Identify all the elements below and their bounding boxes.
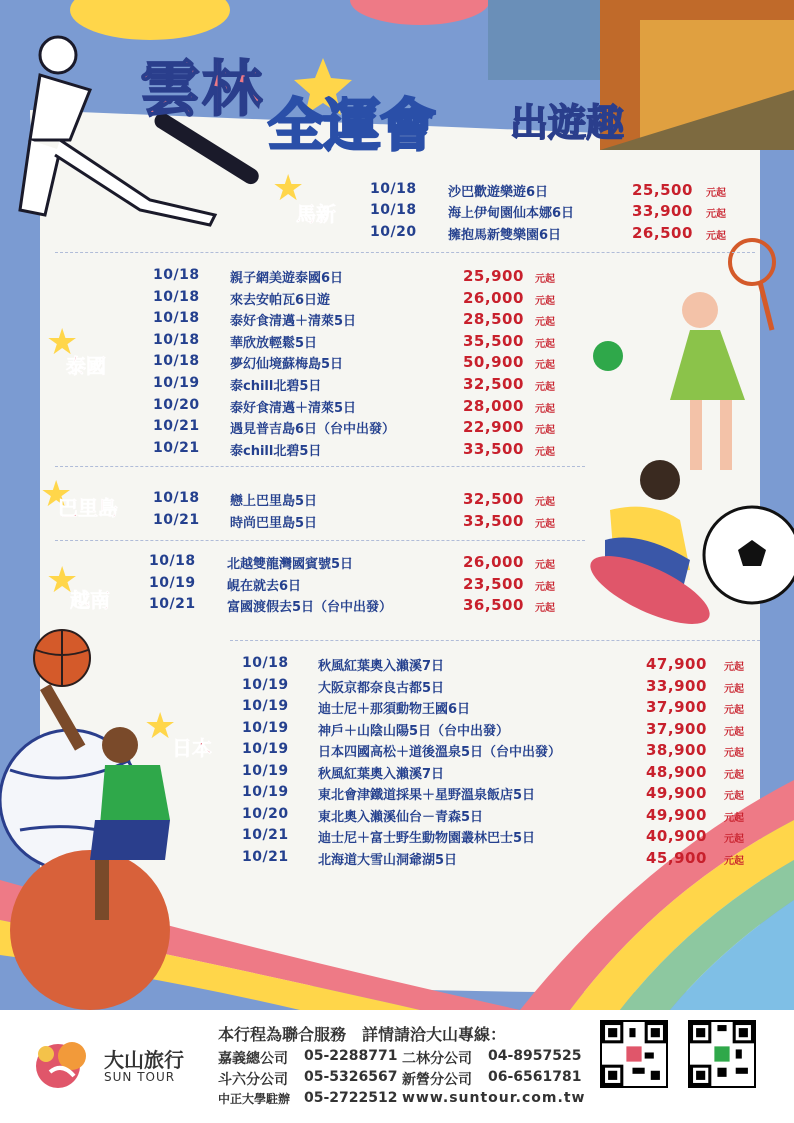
trip-price: 45,900 — [646, 849, 707, 867]
section-divider — [55, 252, 755, 253]
trip-price: 50,900 — [463, 353, 524, 371]
price-unit: 元起 — [535, 603, 555, 614]
trip-price: 26,000 — [463, 289, 524, 307]
trip-date: 10/19 — [153, 375, 200, 391]
trip-date: 10/18 — [153, 289, 200, 305]
region-label: 巴里島 — [58, 496, 118, 520]
trip-name: 來去安帕瓦6日遊 — [230, 293, 331, 308]
trip-row — [153, 289, 573, 310]
price-unit: 元起 — [535, 425, 555, 436]
trip-date: 10/18 — [153, 267, 200, 283]
trip-price: 23,500 — [463, 575, 524, 593]
star-icon: ★ — [40, 474, 73, 515]
trip-name: 沙巴歡遊樂遊6日 — [448, 185, 549, 200]
trip-name: 擁抱馬新雙樂園6日 — [448, 228, 562, 243]
trip-name: 泰好食清邁＋清萊5日 — [230, 401, 357, 416]
trip-name: 日本四國高松＋道後溫泉5日（台中出發） — [318, 745, 562, 760]
trip-name: 神戶＋山陰山陽5日（台中出發） — [318, 724, 510, 739]
trip-name: 北海道大雪山洞爺湖5日 — [318, 853, 458, 868]
office-name: 嘉義總公司 — [218, 1051, 288, 1067]
price-unit: 元起 — [724, 834, 744, 845]
price-unit: 元起 — [535, 582, 555, 593]
star-icon: ★ — [272, 168, 305, 209]
trip-date: 10/18 — [153, 310, 200, 326]
trip-name: 迪士尼＋那須動物王國6日 — [318, 702, 471, 717]
trip-date: 10/20 — [153, 397, 200, 413]
trip-name: 北越雙龍灣國賓號5日 — [227, 557, 354, 572]
price-unit: 元起 — [706, 188, 726, 199]
price-unit: 元起 — [535, 296, 555, 307]
office-phone: 04-8957525 — [488, 1048, 582, 1064]
price-unit: 元起 — [706, 209, 726, 220]
sun-tour-logo — [28, 1032, 98, 1102]
trip-row — [242, 655, 757, 676]
office-phone: 06-6561781 — [488, 1069, 582, 1085]
trip-row — [153, 353, 573, 374]
trip-row — [242, 741, 757, 762]
trip-date: 10/18 — [149, 553, 196, 569]
trip-row — [242, 849, 757, 870]
price-unit: 元起 — [724, 813, 744, 824]
price-unit: 元起 — [724, 748, 744, 759]
trip-row — [153, 512, 573, 533]
office-phone: 05-2288771 — [304, 1048, 398, 1064]
trip-price: 38,900 — [646, 741, 707, 759]
price-unit: 元起 — [724, 684, 744, 695]
price-unit: 元起 — [535, 360, 555, 371]
trip-row — [149, 553, 569, 574]
trip-price: 37,900 — [646, 698, 707, 716]
trip-price: 49,900 — [646, 806, 707, 824]
trip-date: 10/21 — [149, 596, 196, 612]
trip-date: 10/19 — [242, 763, 289, 779]
trip-price: 32,500 — [463, 375, 524, 393]
trip-date: 10/20 — [242, 806, 289, 822]
trip-price: 28,000 — [463, 397, 524, 415]
trip-date: 10/18 — [153, 490, 200, 506]
trip-date: 10/19 — [242, 741, 289, 757]
trip-row — [153, 310, 573, 331]
trip-name: 泰chill北碧5日 — [230, 444, 322, 459]
price-unit: 元起 — [535, 560, 555, 571]
trip-price: 33,500 — [463, 440, 524, 458]
trip-row — [242, 720, 757, 741]
trip-price: 26,000 — [463, 553, 524, 571]
trip-price: 28,500 — [463, 310, 524, 328]
office-name: 二林分公司 — [402, 1051, 472, 1067]
price-unit: 元起 — [724, 705, 744, 716]
price-unit: 元起 — [724, 856, 744, 867]
trip-row — [149, 575, 569, 596]
trip-price: 37,900 — [646, 720, 707, 738]
price-unit: 元起 — [535, 382, 555, 393]
star-icon: ★ — [46, 560, 79, 601]
price-unit: 元起 — [724, 770, 744, 781]
trip-date: 10/21 — [153, 512, 200, 528]
price-unit: 元起 — [535, 404, 555, 415]
service-notice: 本行程為聯合服務 詳情請洽大山專線： — [218, 1025, 507, 1044]
trip-date: 10/21 — [242, 827, 289, 843]
office-name: 中正大學駐辦 — [218, 1092, 291, 1106]
trip-date: 10/19 — [242, 784, 289, 800]
region-label: 馬新 — [296, 202, 336, 226]
trip-row — [153, 440, 573, 461]
trip-price: 25,500 — [632, 181, 693, 199]
price-unit: 元起 — [535, 317, 555, 328]
price-unit: 元起 — [535, 274, 555, 285]
trip-name: 泰好食清邁＋清萊5日 — [230, 314, 357, 329]
trip-name: 戀上巴里島5日 — [230, 494, 318, 509]
trip-price: 33,500 — [463, 512, 524, 530]
trip-name: 大阪京都奈良古都5日 — [318, 681, 445, 696]
trip-row — [370, 181, 750, 202]
trip-date: 10/18 — [370, 181, 417, 197]
price-unit: 元起 — [535, 339, 555, 350]
trip-price: 33,900 — [646, 677, 707, 695]
trip-row — [149, 596, 569, 617]
trip-date: 10/18 — [153, 353, 200, 369]
price-unit: 元起 — [724, 727, 744, 738]
trip-name: 富國渡假去5日（台中出發） — [227, 600, 393, 615]
trip-row — [242, 784, 757, 805]
trip-date: 10/21 — [153, 418, 200, 434]
trip-row — [370, 202, 750, 223]
trip-price: 33,900 — [632, 202, 693, 220]
trip-name: 迪士尼＋富士野生動物園叢林巴士5日 — [318, 831, 536, 846]
trip-price: 35,500 — [463, 332, 524, 350]
price-unit: 元起 — [535, 519, 555, 530]
price-unit: 元起 — [535, 447, 555, 458]
price-unit: 元起 — [706, 231, 726, 242]
trip-row — [242, 806, 757, 827]
trip-name: 峴在就去6日 — [227, 579, 302, 594]
trip-row — [153, 490, 573, 511]
trip-name: 遇見普吉島6日（台中出發） — [230, 422, 396, 437]
title-line2: 全運會 — [268, 94, 436, 159]
title-line3: 出遊趣 — [510, 101, 625, 145]
trip-name: 泰chill北碧5日 — [230, 379, 322, 394]
trip-price: 22,900 — [463, 418, 524, 436]
trip-price: 47,900 — [646, 655, 707, 673]
brand-english: SUN TOUR — [104, 1070, 176, 1084]
trip-name: 華欣放輕鬆5日 — [230, 336, 318, 351]
section-divider — [230, 640, 760, 641]
footer — [0, 1010, 794, 1123]
trip-date: 10/18 — [153, 332, 200, 348]
qr-code[interactable] — [600, 1020, 668, 1088]
office-name: 斗六分公司 — [218, 1072, 288, 1088]
trip-name: 時尚巴里島5日 — [230, 516, 318, 531]
title-line1: 雲林 — [140, 55, 264, 125]
trip-name: 海上伊甸園仙本娜6日 — [448, 206, 575, 221]
trip-row — [153, 375, 573, 396]
trip-name: 秋風紅葉奧入瀨溪7日 — [318, 659, 445, 674]
trip-date: 10/19 — [242, 720, 289, 736]
trip-row — [242, 827, 757, 848]
trip-row — [242, 677, 757, 698]
trip-row — [153, 332, 573, 353]
qr-code[interactable] — [688, 1020, 756, 1088]
trip-name: 東北奧入瀨溪仙台－青森5日 — [318, 810, 484, 825]
trip-date: 10/21 — [242, 849, 289, 865]
region-label: 越南 — [70, 588, 110, 612]
trip-date: 10/21 — [153, 440, 200, 456]
trip-date: 10/18 — [370, 202, 417, 218]
price-unit: 元起 — [535, 497, 555, 508]
trip-price: 32,500 — [463, 490, 524, 508]
region-label: 日本 — [172, 736, 212, 760]
office-name: 新營分公司 — [402, 1072, 472, 1088]
trip-price: 49,900 — [646, 784, 707, 802]
section-divider — [55, 540, 585, 541]
star-icon: ★ — [46, 322, 79, 363]
trip-date: 10/18 — [242, 655, 289, 671]
trip-date: 10/19 — [242, 698, 289, 714]
office-phone: 05-2722512 — [304, 1090, 398, 1106]
website-link[interactable]: www.suntour.com.tw — [402, 1090, 586, 1106]
trip-price: 36,500 — [463, 596, 524, 614]
trip-price: 40,900 — [646, 827, 707, 845]
trip-row — [153, 397, 573, 418]
trip-row — [242, 698, 757, 719]
trip-row — [153, 418, 573, 439]
trip-name: 夢幻仙境蘇梅島5日 — [230, 357, 344, 372]
trip-date: 10/20 — [370, 224, 417, 240]
trip-price: 26,500 — [632, 224, 693, 242]
trip-name: 親子網美遊泰國6日 — [230, 271, 344, 286]
trip-date: 10/19 — [149, 575, 196, 591]
region-label: 泰國 — [66, 354, 106, 378]
trip-name: 秋風紅葉奧入瀨溪7日 — [318, 767, 445, 782]
section-divider — [55, 466, 585, 467]
trip-row — [242, 763, 757, 784]
star-icon: ★ — [144, 706, 177, 747]
trip-name: 東北會津鐵道採果＋星野溫泉飯店5日 — [318, 788, 536, 803]
trip-date: 10/19 — [242, 677, 289, 693]
price-unit: 元起 — [724, 662, 744, 673]
brand-name: 大山旅行 — [104, 1048, 184, 1072]
trip-row — [370, 224, 750, 245]
trip-row — [153, 267, 573, 288]
office-phone: 05-5326567 — [304, 1069, 398, 1085]
price-unit: 元起 — [724, 791, 744, 802]
trip-price: 48,900 — [646, 763, 707, 781]
trip-price: 25,900 — [463, 267, 524, 285]
